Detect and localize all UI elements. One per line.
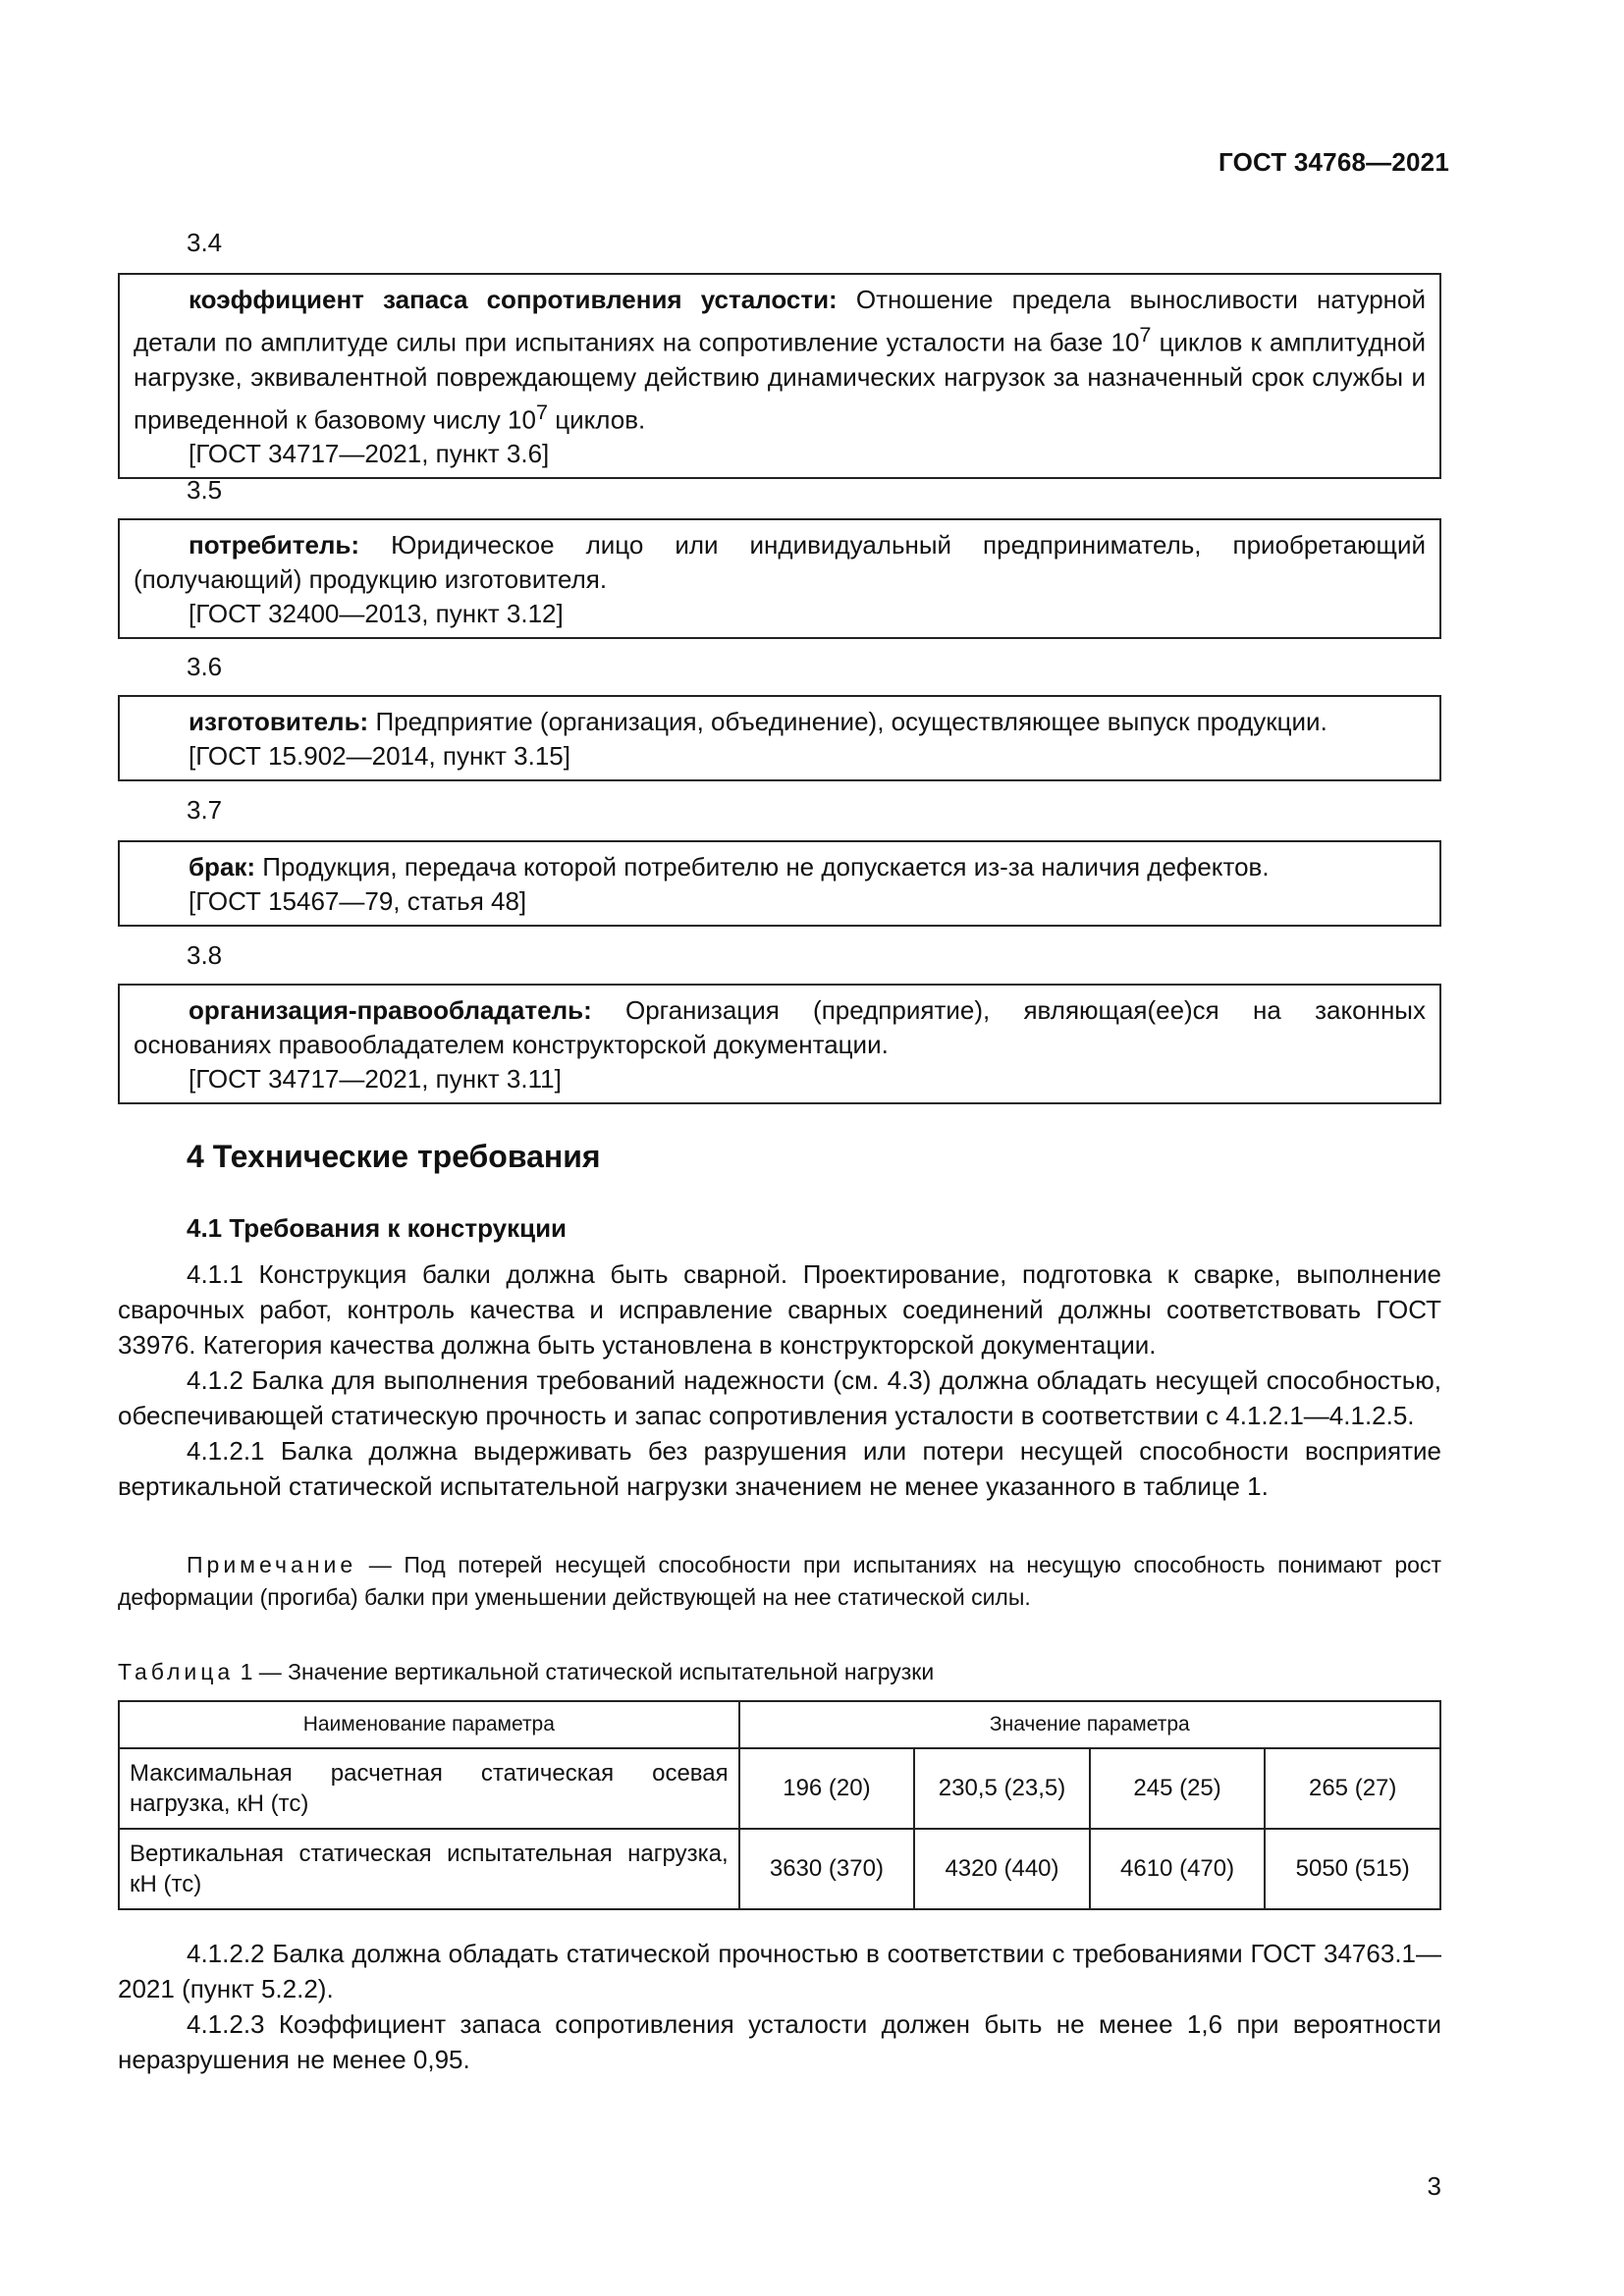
section-title: 4 Технические требования <box>187 1139 601 1174</box>
table-header-cell: Значение параметра <box>739 1701 1440 1748</box>
paragraph: 4.1.1 Конструкция балки должна быть сварной. Проектирование, подготовка к сварке, выполнение сварочных работ, контроль качества и исправление сварных соединений должны соответствовать ГОСТ 33976. Категория качества должна быть установлена в конструкторской документации. <box>118 1259 1441 1360</box>
term-number: 3.6 <box>187 652 223 681</box>
term-reference: [ГОСТ 34717—2021, пункт 3.6] <box>189 439 550 469</box>
term-reference: [ГОСТ 15.902—2014, пункт 3.15] <box>189 741 570 771</box>
paragraph: 4.1.2.2 Балка должна обладать статической прочностью в соответствии с требованиями ГОСТ 34763.1—2021 (пункт 5.2.2). <box>118 1939 1441 2003</box>
superscript: 7 <box>535 399 548 424</box>
definition-text: Юридическое лицо или индивидуальный предприниматель, приобретающий (получающий) продукцию изготовителя. <box>134 530 1426 594</box>
table-cell-name: Максимальная расчетная статическая осевая нагрузка, кН (тс) <box>119 1748 739 1829</box>
term-definition <box>134 528 1426 597</box>
table-header-cell: Наименование параметра <box>119 1701 739 1748</box>
table-caption-label: Таблица <box>118 1659 235 1684</box>
definition-text: циклов к амплитудной нагрузке, эквивалентной повреждающему действию динамических нагрузок за назначенный срок службы и приведенной к базовому числу 10 <box>134 327 1426 435</box>
term-reference: [ГОСТ 15467—79, статья 48] <box>189 886 527 916</box>
table-caption-text: 1 — Значение вертикальной статической испытательной нагрузки <box>234 1659 935 1684</box>
note-text: — Под потерей несущей способности при испытаниях на несущую способность понимают рост деформации (прогиба) балки при уменьшении действующей на нее статической силы. <box>118 1552 1441 1610</box>
term-name: брак: <box>189 852 256 881</box>
term-definition <box>134 705 1426 739</box>
table-cell-value: 5050 (515) <box>1265 1829 1440 1909</box>
table-caption <box>118 1659 934 1685</box>
paragraph: 4.1.2 Балка для выполнения требований надежности (см. 4.3) должна обладать несущей способностью, обеспечивающей статическую прочность и запас сопротивления усталости в соответствии с 4.1.2.1—4.1.2.5. <box>118 1365 1441 1430</box>
table-cell-value: 3630 (370) <box>739 1829 915 1909</box>
table-cell-name: Вертикальная статическая испытательная нагрузка, кН (тс) <box>119 1829 739 1909</box>
term-reference: [ГОСТ 34717—2021, пункт 3.11] <box>189 1064 562 1094</box>
table-cell-value: 265 (27) <box>1265 1748 1440 1829</box>
definition-text: Продукция, передача которой потребителю не допускается из-за наличия дефектов. <box>255 852 1270 881</box>
term-number: 3.7 <box>187 795 223 825</box>
table-cell-value: 230,5 (23,5) <box>914 1748 1090 1829</box>
term-definition-box <box>118 840 1441 927</box>
note-paragraph <box>118 1549 1441 1614</box>
table-row <box>119 1748 1440 1829</box>
definition-text: Отношение предела выносливости натурной детали по амплитуде силы при испытаниях на сопротивление усталости на базе 10 <box>134 285 1427 357</box>
table-cell-value: 245 (25) <box>1090 1748 1266 1829</box>
term-name: организация-правообладатель: <box>189 995 592 1025</box>
requirements-text <box>118 1256 1441 1504</box>
note <box>118 1549 1441 1614</box>
definition-text: Организация (предприятие), являющая(ее)ся на законных основаниях правообладателем конструкторской документации. <box>134 995 1426 1059</box>
load-table <box>118 1700 1441 1910</box>
term-definition-box <box>118 518 1441 639</box>
note-label: Примечание <box>187 1552 357 1577</box>
paragraph: 4.1.2.3 Коэффициент запаса сопротивления усталости должен быть не менее 1,6 при вероятности неразрушения не менее 0,95. <box>118 2009 1441 2074</box>
term-definition <box>134 283 1426 437</box>
term-definition <box>134 850 1426 884</box>
table-header-row <box>119 1701 1440 1748</box>
term-number: 3.8 <box>187 940 223 970</box>
table-cell-value: 196 (20) <box>739 1748 915 1829</box>
superscript: 7 <box>1139 322 1152 347</box>
definition-text: Предприятие (организация, объединение), осуществляющее выпуск продукции. <box>368 707 1327 736</box>
page-number: 3 <box>1427 2171 1441 2201</box>
term-number: 3.4 <box>187 228 223 257</box>
term-name: изготовитель: <box>189 707 369 736</box>
term-reference: [ГОСТ 32400—2013, пункт 3.12] <box>189 599 564 628</box>
term-definition <box>134 993 1426 1062</box>
term-name: потребитель: <box>189 530 360 560</box>
table-cell-value: 4320 (440) <box>914 1829 1090 1909</box>
paragraph: 4.1.2.1 Балка должна выдерживать без разрушения или потери несущей способности восприятие вертикальной статической испытательной нагрузки значением не менее указанного в таблице 1. <box>118 1436 1441 1501</box>
subsection-title: 4.1 Требования к конструкции <box>187 1213 568 1243</box>
term-definition-box <box>118 984 1441 1104</box>
table-cell-value: 4610 (470) <box>1090 1829 1266 1909</box>
term-definition-box <box>118 695 1441 781</box>
table-row <box>119 1829 1440 1909</box>
definition-text: циклов. <box>547 404 646 435</box>
document-header: ГОСТ 34768—2021 <box>1218 147 1449 177</box>
requirements-text-continued <box>118 1936 1441 2077</box>
term-definition-box <box>118 273 1441 479</box>
term-number: 3.5 <box>187 475 223 505</box>
term-name: коэффициент запаса сопротивления усталости: <box>189 285 838 314</box>
